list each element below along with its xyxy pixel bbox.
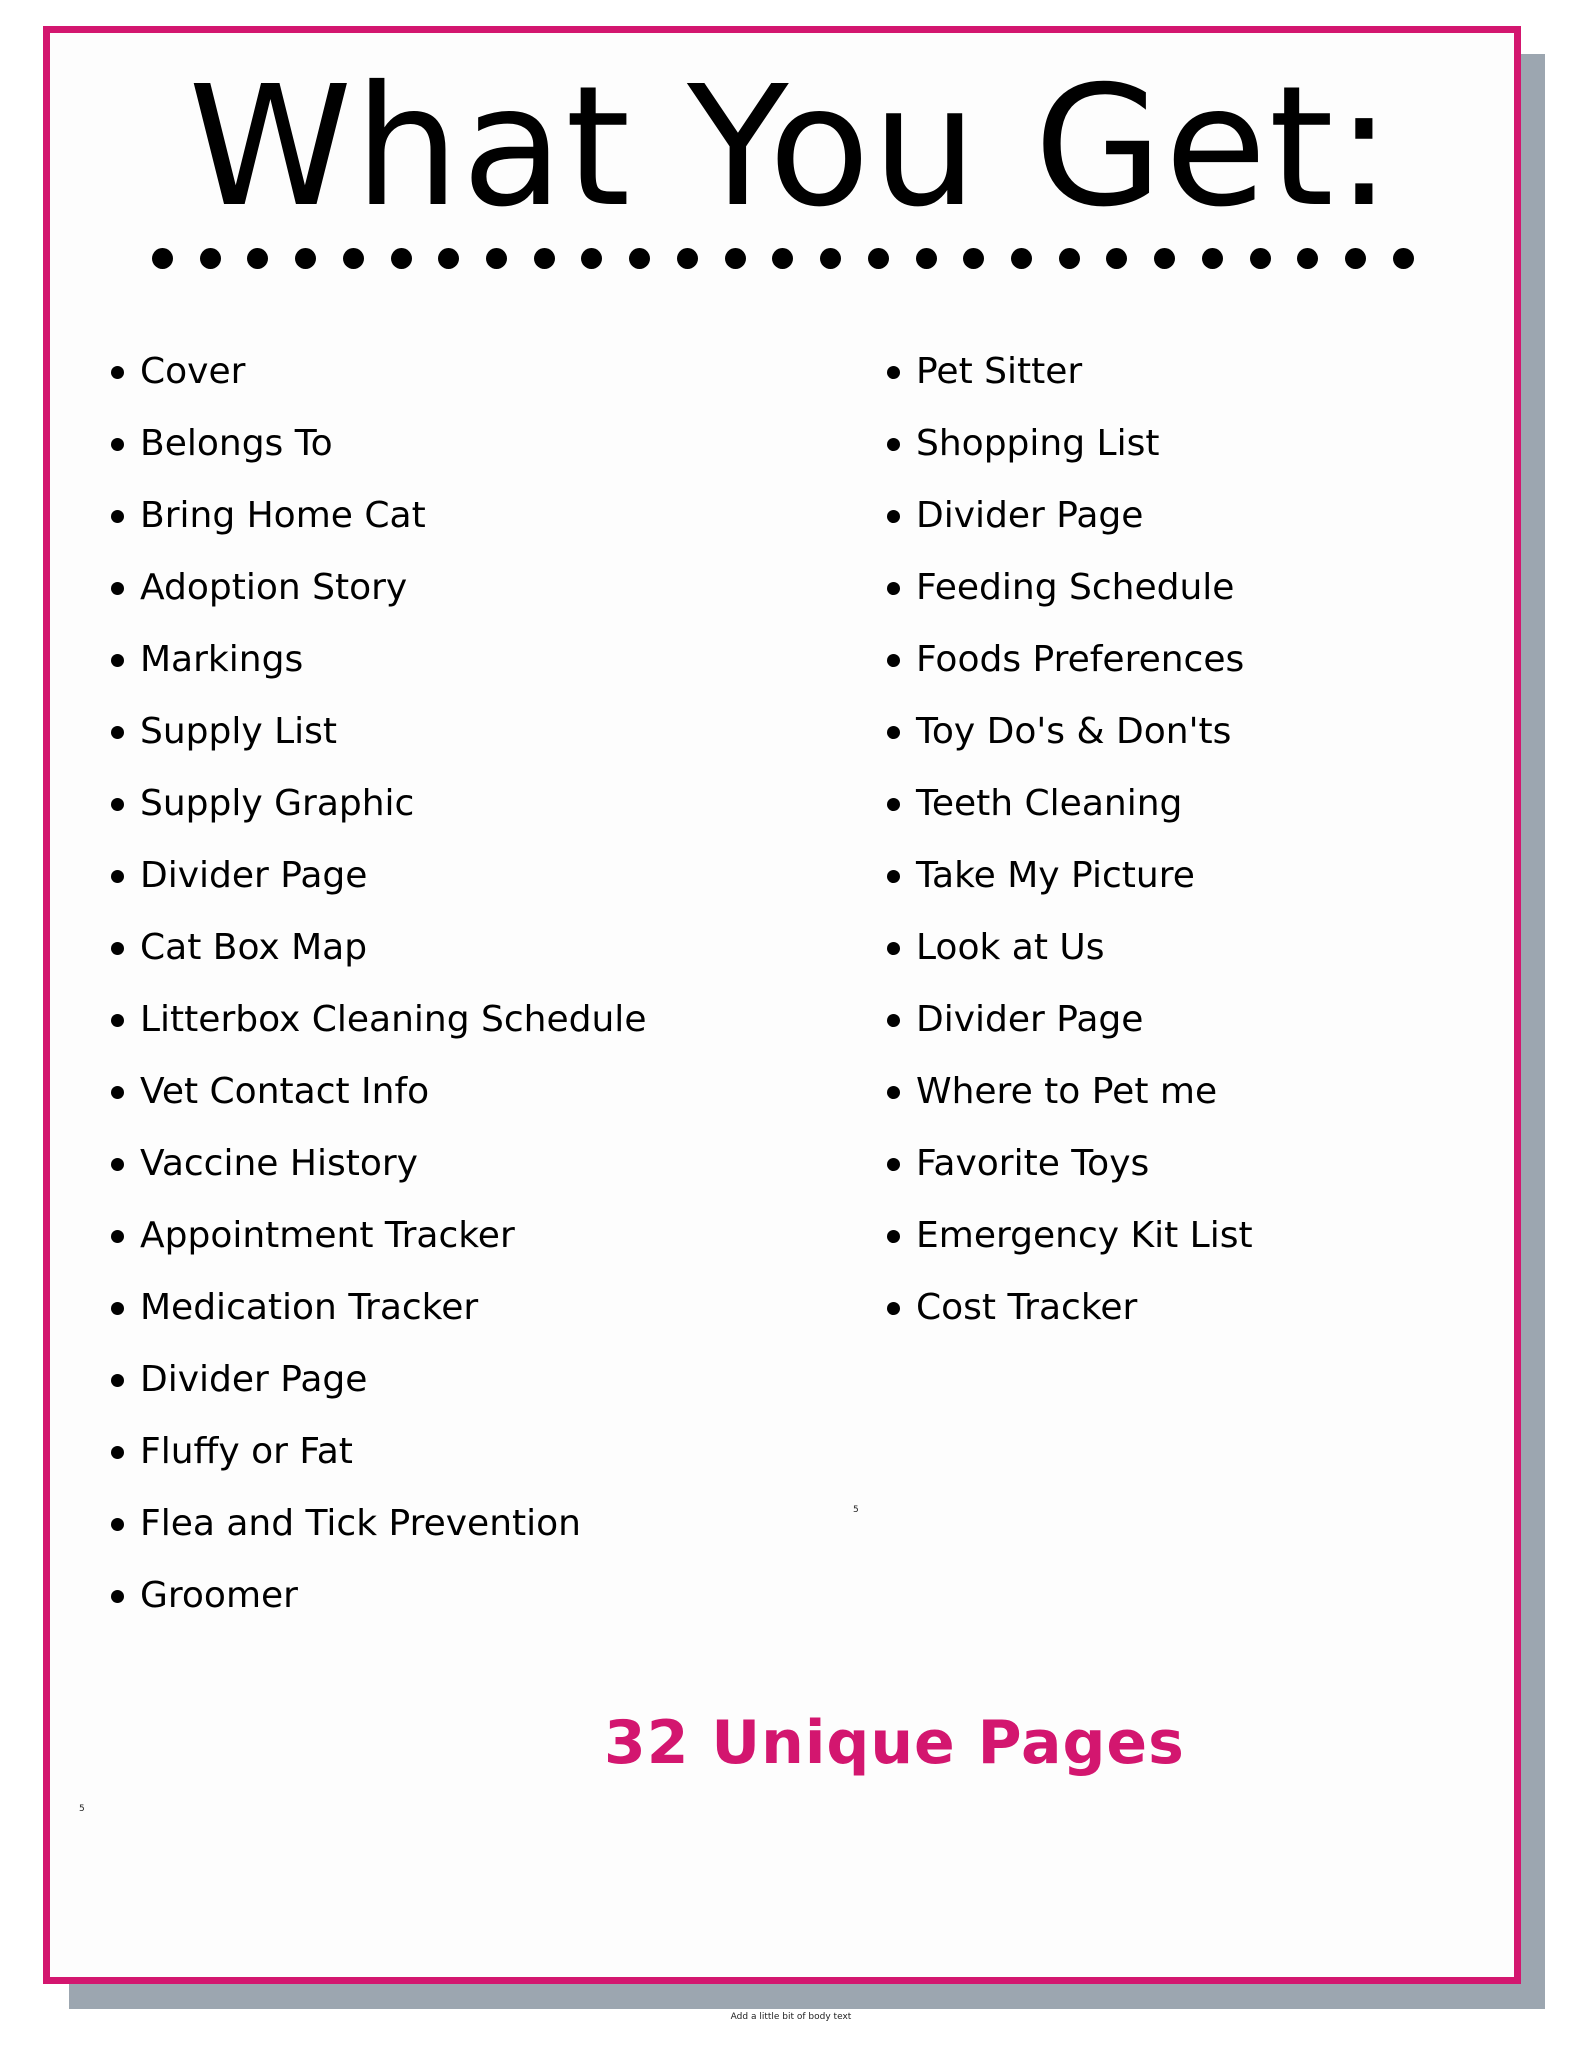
list-item-label: Look at Us xyxy=(916,927,1105,968)
page-count-summary: 32 Unique Pages xyxy=(604,1708,1185,1778)
list-item xyxy=(884,424,1253,496)
contents-list-left xyxy=(108,352,646,1648)
divider-dot xyxy=(963,248,984,269)
bullet-icon xyxy=(111,510,124,523)
divider-dot xyxy=(295,248,316,269)
list-item xyxy=(108,1504,646,1576)
list-item-label: Take My Picture xyxy=(916,855,1195,896)
bullet-icon xyxy=(111,1302,124,1315)
list-item-label: Divider Page xyxy=(916,495,1144,536)
divider-dot xyxy=(247,248,268,269)
divider-dot xyxy=(438,248,459,269)
list-item xyxy=(108,928,646,1000)
list-item-label: Belongs To xyxy=(140,423,333,464)
divider-dot xyxy=(1250,248,1271,269)
list-item xyxy=(108,1576,646,1648)
list-item-label: Teeth Cleaning xyxy=(916,783,1183,824)
divider-dot xyxy=(772,248,793,269)
bullet-icon xyxy=(111,1014,124,1027)
list-item xyxy=(108,1432,646,1504)
list-item-label: Divider Page xyxy=(140,855,368,896)
list-item xyxy=(884,856,1253,928)
list-item xyxy=(108,496,646,568)
footer-text: Add a little bit of body text xyxy=(730,2012,852,2022)
list-item xyxy=(884,1000,1253,1072)
divider-dot xyxy=(677,248,698,269)
list-item-label: Appointment Tracker xyxy=(140,1215,515,1256)
list-item xyxy=(884,928,1253,1000)
divider-dot xyxy=(1202,248,1223,269)
list-item xyxy=(108,1000,646,1072)
list-item-label: Feeding Schedule xyxy=(916,567,1235,608)
list-item-label: Litterbox Cleaning Schedule xyxy=(140,999,647,1040)
page-marker: 5 xyxy=(79,1804,85,1814)
contents-list-right xyxy=(884,352,1253,1360)
list-item-label: Favorite Toys xyxy=(916,1143,1150,1184)
divider-dot xyxy=(200,248,221,269)
list-item xyxy=(108,712,646,784)
list-item-label: Divider Page xyxy=(140,1359,368,1400)
divider-dot xyxy=(868,248,889,269)
divider-dot xyxy=(725,248,746,269)
list-item-label: Fluffy or Fat xyxy=(140,1431,353,1472)
list-item xyxy=(884,352,1253,424)
bullet-icon xyxy=(887,870,900,883)
bullet-icon xyxy=(111,582,124,595)
list-item-label: Vet Contact Info xyxy=(140,1071,430,1112)
list-item-label: Supply List xyxy=(140,711,338,752)
list-item xyxy=(884,784,1253,856)
bullet-icon xyxy=(887,438,900,451)
divider-dot xyxy=(486,248,507,269)
list-item-label: Toy Do's & Don'ts xyxy=(916,711,1232,752)
list-item xyxy=(108,568,646,640)
list-item-label: Groomer xyxy=(140,1575,298,1616)
list-item xyxy=(108,1288,646,1360)
divider-dot xyxy=(1154,248,1175,269)
list-item-label: Divider Page xyxy=(916,999,1144,1040)
bullet-icon xyxy=(111,654,124,667)
bullet-icon xyxy=(887,1086,900,1099)
bullet-icon xyxy=(887,510,900,523)
list-item xyxy=(108,784,646,856)
list-item-label: Emergency Kit List xyxy=(916,1215,1253,1256)
divider-dot xyxy=(1011,248,1032,269)
divider-dot xyxy=(1297,248,1318,269)
list-item xyxy=(108,352,646,424)
divider-dot xyxy=(1393,248,1414,269)
divider-dot xyxy=(820,248,841,269)
page-marker: 5 xyxy=(853,1505,859,1515)
bullet-icon xyxy=(111,438,124,451)
dotted-divider xyxy=(152,244,1414,272)
list-item-label: Cover xyxy=(140,351,246,392)
bullet-icon xyxy=(887,582,900,595)
bullet-icon xyxy=(887,366,900,379)
list-item-label: Medication Tracker xyxy=(140,1287,479,1328)
divider-dot xyxy=(916,248,937,269)
divider-dot xyxy=(152,248,173,269)
list-item xyxy=(108,424,646,496)
list-item-label: Cost Tracker xyxy=(916,1287,1138,1328)
bullet-icon xyxy=(887,1230,900,1243)
divider-dot xyxy=(581,248,602,269)
bullet-icon xyxy=(887,1158,900,1171)
bullet-icon xyxy=(887,726,900,739)
list-item xyxy=(884,1288,1253,1360)
divider-dot xyxy=(343,248,364,269)
list-item xyxy=(108,1216,646,1288)
list-item xyxy=(884,1072,1253,1144)
list-item xyxy=(884,640,1253,712)
list-item xyxy=(884,1144,1253,1216)
list-item xyxy=(108,1360,646,1432)
bullet-icon xyxy=(111,1518,124,1531)
divider-dot xyxy=(1106,248,1127,269)
divider-dot xyxy=(1059,248,1080,269)
list-item xyxy=(108,1072,646,1144)
bullet-icon xyxy=(111,1374,124,1387)
list-item xyxy=(108,856,646,928)
list-item-label: Flea and Tick Prevention xyxy=(140,1503,581,1544)
bullet-icon xyxy=(111,1086,124,1099)
bullet-icon xyxy=(111,366,124,379)
bullet-icon xyxy=(111,798,124,811)
list-item-label: Supply Graphic xyxy=(140,783,415,824)
list-item-label: Markings xyxy=(140,639,304,680)
divider-dot xyxy=(1345,248,1366,269)
bullet-icon xyxy=(887,798,900,811)
bullet-icon xyxy=(887,942,900,955)
list-item-label: Pet Sitter xyxy=(916,351,1083,392)
list-item xyxy=(884,1216,1253,1288)
page-title: What You Get: xyxy=(188,51,1394,244)
list-item xyxy=(884,712,1253,784)
bullet-icon xyxy=(111,1590,124,1603)
list-item-label: Where to Pet me xyxy=(916,1071,1218,1112)
bullet-icon xyxy=(111,726,124,739)
divider-dot xyxy=(391,248,412,269)
divider-dot xyxy=(629,248,650,269)
list-item-label: Shopping List xyxy=(916,423,1160,464)
list-item-label: Vaccine History xyxy=(140,1143,418,1184)
list-item xyxy=(884,568,1253,640)
list-item-label: Adoption Story xyxy=(140,567,408,608)
bullet-icon xyxy=(887,654,900,667)
bullet-icon xyxy=(111,1446,124,1459)
list-item xyxy=(884,496,1253,568)
bullet-icon xyxy=(887,1302,900,1315)
list-item xyxy=(108,640,646,712)
bullet-icon xyxy=(111,1158,124,1171)
bullet-icon xyxy=(111,942,124,955)
bullet-icon xyxy=(111,1230,124,1243)
list-item-label: Cat Box Map xyxy=(140,927,368,968)
list-item-label: Bring Home Cat xyxy=(140,495,426,536)
bullet-icon xyxy=(887,1014,900,1027)
list-item-label: Foods Preferences xyxy=(916,639,1245,680)
divider-dot xyxy=(534,248,555,269)
list-item xyxy=(108,1144,646,1216)
bullet-icon xyxy=(111,870,124,883)
